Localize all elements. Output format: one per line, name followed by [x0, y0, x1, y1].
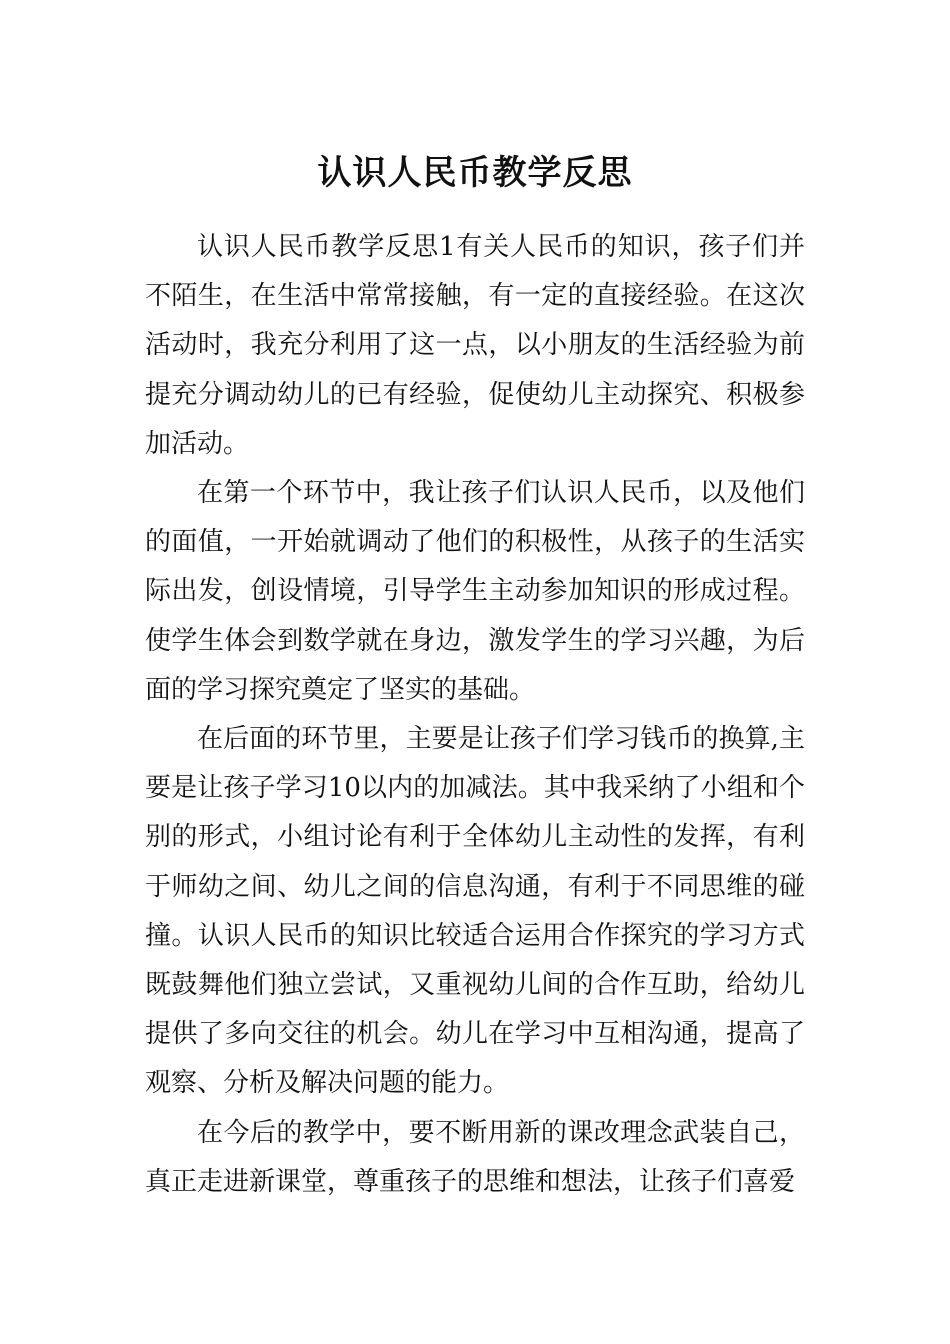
paragraph-2: 在第一个环节中，我让孩子们认识人民币，以及他们的面值，一开始就调动了他们的积极性，从孩子的生活实际出发，创设情境，引导学生主动参加知识的形成过程。使学生体会到数学就在身边，激发学生的学习兴趣，为后面的学习探究奠定了坚实的基础。 — [145, 478, 805, 705]
paragraph-4: 在今后的教学中，要不断用新的课改理念武装自己，真正走进新课堂，尊重孩子的思维和想法，让孩子们喜爱 — [145, 1117, 805, 1197]
paragraph-1: 认识人民币教学反思1有关人民币的知识，孩子们并不陌生，在生活中常常接触，有一定的直接经验。在这次活动时，我充分利用了这一点，以小朋友的生活经验为前提充分调动幼儿的已有经验，促使幼儿主动探究、积极参加活动。 — [145, 232, 805, 459]
paragraph-3: 在后面的环节里，主要是让孩子们学习钱币的换算,主要是让孩子学习10以内的加减法。其中我采纳了小组和个别的形式，小组讨论有利于全体幼儿主动性的发挥，有利于师幼之间、幼儿之间的信息沟通，有利于不同思维的碰撞。认识人民币的知识比较适合运用合作探究的学习方式既鼓舞他们独立尝试，又重视幼儿间的合作互助，给幼儿提供了多向交往的机会。幼儿在学习中互相沟通，提高了观察、分析及解决问题的能力。 — [145, 724, 805, 1099]
document-body — [145, 223, 805, 1207]
document-title: 认识人民币教学反思 — [317, 152, 633, 193]
